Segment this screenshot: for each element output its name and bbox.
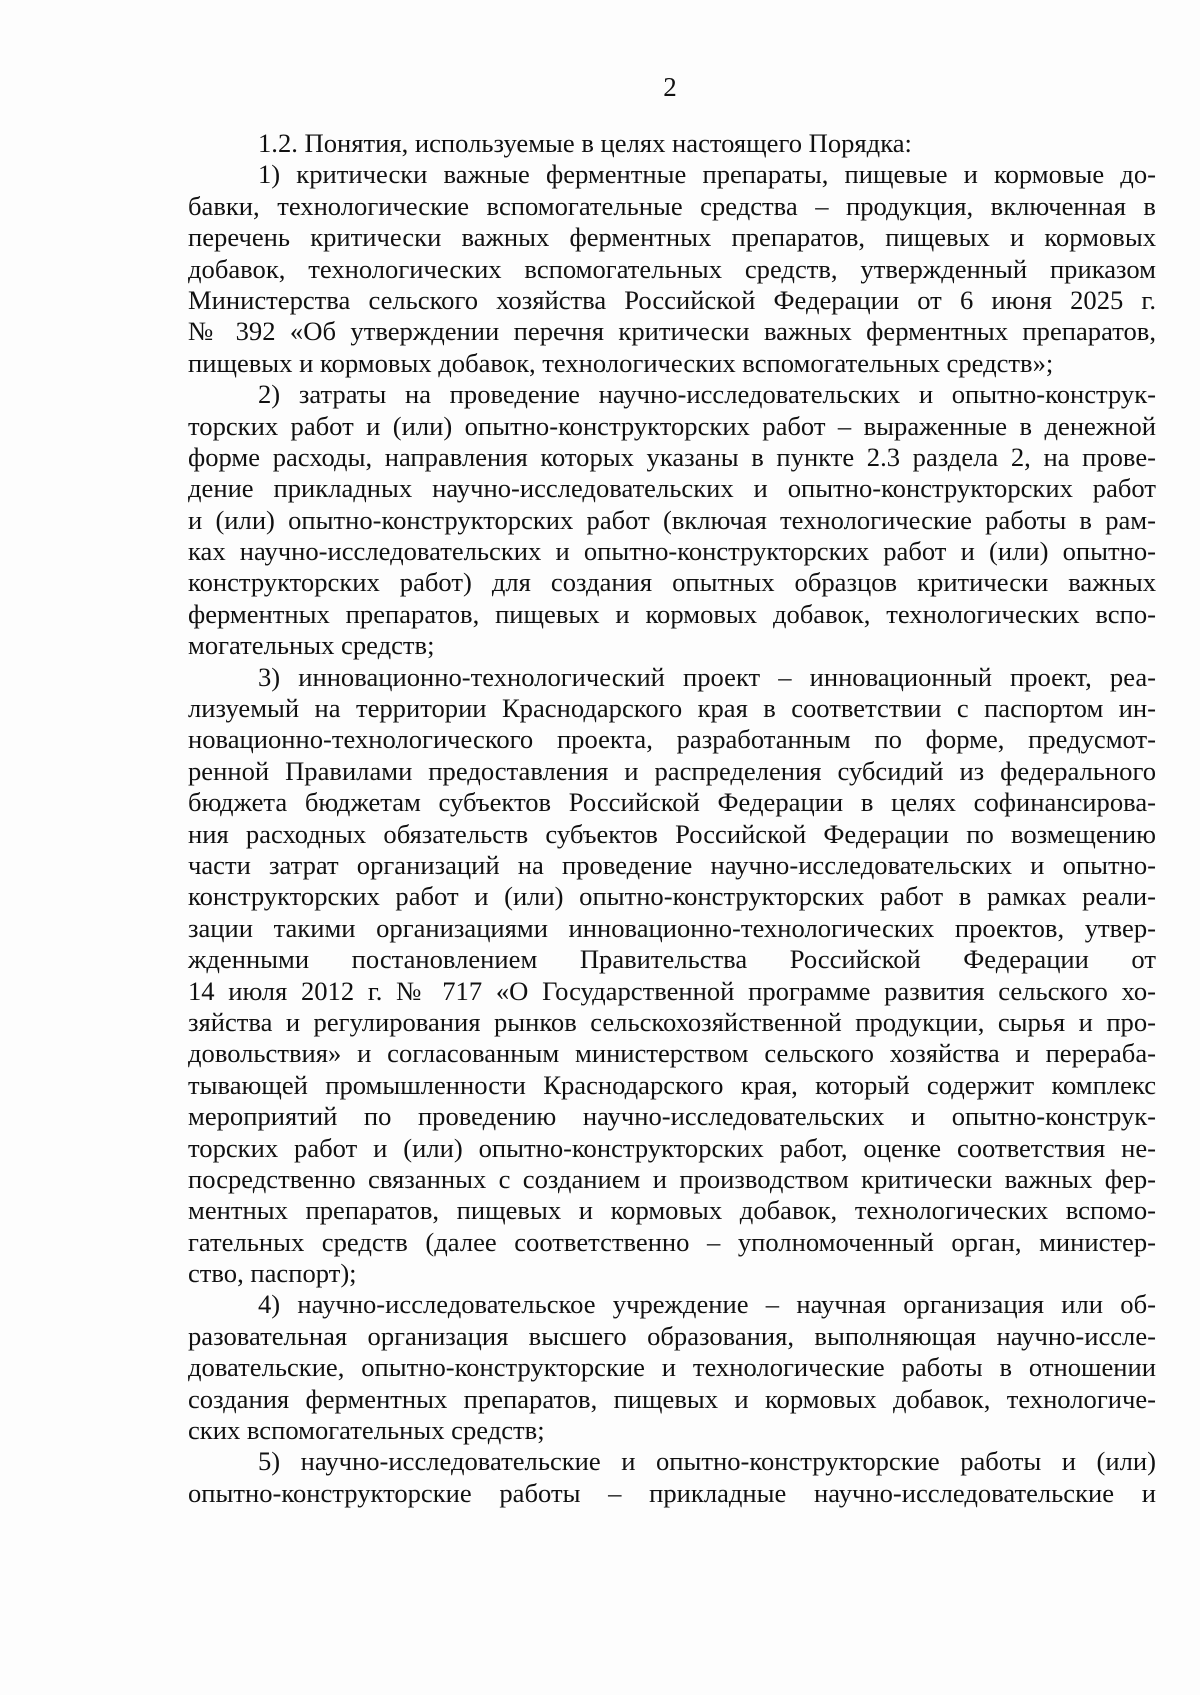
text-line: ментных препаратов, пищевых и кормовых добавок, технологических вспомо-	[188, 1195, 1156, 1226]
text-line: довольствия» и согласованным министерством сельского хозяйства и перераба-	[188, 1038, 1156, 1069]
text-line: перечень критически важных ферментных препаратов, пищевых и кормовых	[188, 222, 1156, 253]
text-line: новационно-технологического проекта, разработанным по форме, предусмот-	[188, 724, 1156, 755]
text-line: гательных средств (далее соответственно – уполномоченный орган, министер-	[188, 1226, 1156, 1257]
text-line: 1.2. Понятия, используемые в целях настоящего Порядка:	[258, 128, 912, 158]
text-line: жденными постановлением Правительства Российской Федерации от	[188, 944, 1156, 975]
document-body	[188, 128, 1156, 1509]
text-line: 2) затраты на проведение научно-исследовательских и опытно-конструк-	[258, 379, 1156, 410]
text-line: форме расходы, направления которых указаны в пункте 2.3 раздела 2, на прове-	[188, 441, 1156, 472]
text-line: лизуемый на территории Краснодарского края в соответствии с паспортом ин-	[188, 693, 1156, 724]
text-line: № 392 «Об утверждении перечня критически важных ферментных препаратов,	[188, 316, 1156, 347]
text-line: 1) критически важные ферментные препараты, пищевые и кормовые до-	[258, 159, 1156, 190]
text-line: ство, паспорт);	[188, 1258, 357, 1289]
text-line: пищевых и кормовых добавок, технологических вспомогательных средств»;	[188, 347, 1054, 378]
text-line: конструкторских работ) для создания опытных образцов критически важных	[188, 567, 1156, 598]
text-line: мероприятий по проведению научно-исследовательских и опытно-конструк-	[188, 1101, 1156, 1132]
text-line: ренной Правилами предоставления и распределения субсидий из федерального	[188, 755, 1156, 786]
text-line: довательские, опытно-конструкторские и технологические работы в отношении	[188, 1352, 1156, 1383]
text-line: посредственно связанных с созданием и производством критически важных фер-	[188, 1163, 1156, 1194]
text-line: опытно-конструкторские работы – прикладные научно-исследовательские и	[188, 1477, 1156, 1508]
text-line: зации такими организациями инновационно-технологических проектов, утвер-	[188, 912, 1156, 943]
text-line: бавки, технологические вспомогательные средства – продукция, включенная в	[188, 190, 1156, 221]
text-line: 3) инновационно-технологический проект – инновационный проект, реа-	[258, 661, 1156, 692]
text-line: могательных средств;	[188, 630, 435, 661]
text-line: ферментных препаратов, пищевых и кормовых добавок, технологических вспо-	[188, 598, 1156, 629]
text-line: добавок, технологических вспомогательных средств, утвержденный приказом	[188, 253, 1156, 284]
page-number: 2	[663, 72, 677, 102]
text-line: и (или) опытно-конструкторских работ (включая технологические работы в рам-	[188, 504, 1156, 535]
text-line: торских работ и (или) опытно-конструкторских работ – выраженные в денежной	[188, 410, 1156, 441]
text-line: 5) научно-исследовательские и опытно-конструкторские работы и (или)	[258, 1446, 1156, 1477]
text-line: ках научно-исследовательских и опытно-конструкторских работ и (или) опытно-	[188, 536, 1156, 567]
text-line: дение прикладных научно-исследовательских и опытно-конструкторских работ	[188, 473, 1156, 504]
text-line: ния расходных обязательств субъектов Российской Федерации по возмещению	[188, 818, 1156, 849]
text-line: части затрат организаций на проведение научно-исследовательских и опытно-	[188, 849, 1156, 880]
text-line: бюджета бюджетам субъектов Российской Федерации в целях софинансирова-	[188, 787, 1156, 818]
text-line: разовательная организация высшего образования, выполняющая научно-иссле-	[188, 1320, 1156, 1351]
text-line: конструкторских работ и (или) опытно-конструкторских работ в рамках реали-	[188, 881, 1156, 912]
text-line: Министерства сельского хозяйства Российской Федерации от 6 июня 2025 г.	[188, 284, 1156, 315]
text-line: 4) научно-исследовательское учреждение – научная организация или об-	[258, 1289, 1156, 1320]
text-line: 14 июля 2012 г. № 717 «О Государственной программе развития сельского хо-	[188, 975, 1156, 1006]
text-line: тывающей промышленности Краснодарского края, который содержит комплекс	[188, 1069, 1156, 1100]
text-line: создания ферментных препаратов, пищевых и кормовых добавок, технологиче-	[188, 1383, 1156, 1414]
text-line: торских работ и (или) опытно-конструкторских работ, оценке соответствия не-	[188, 1132, 1156, 1163]
text-line: зяйства и регулирования рынков сельскохозяйственной продукции, сырья и про-	[188, 1006, 1156, 1037]
text-line: ских вспомогательных средств;	[188, 1415, 545, 1446]
